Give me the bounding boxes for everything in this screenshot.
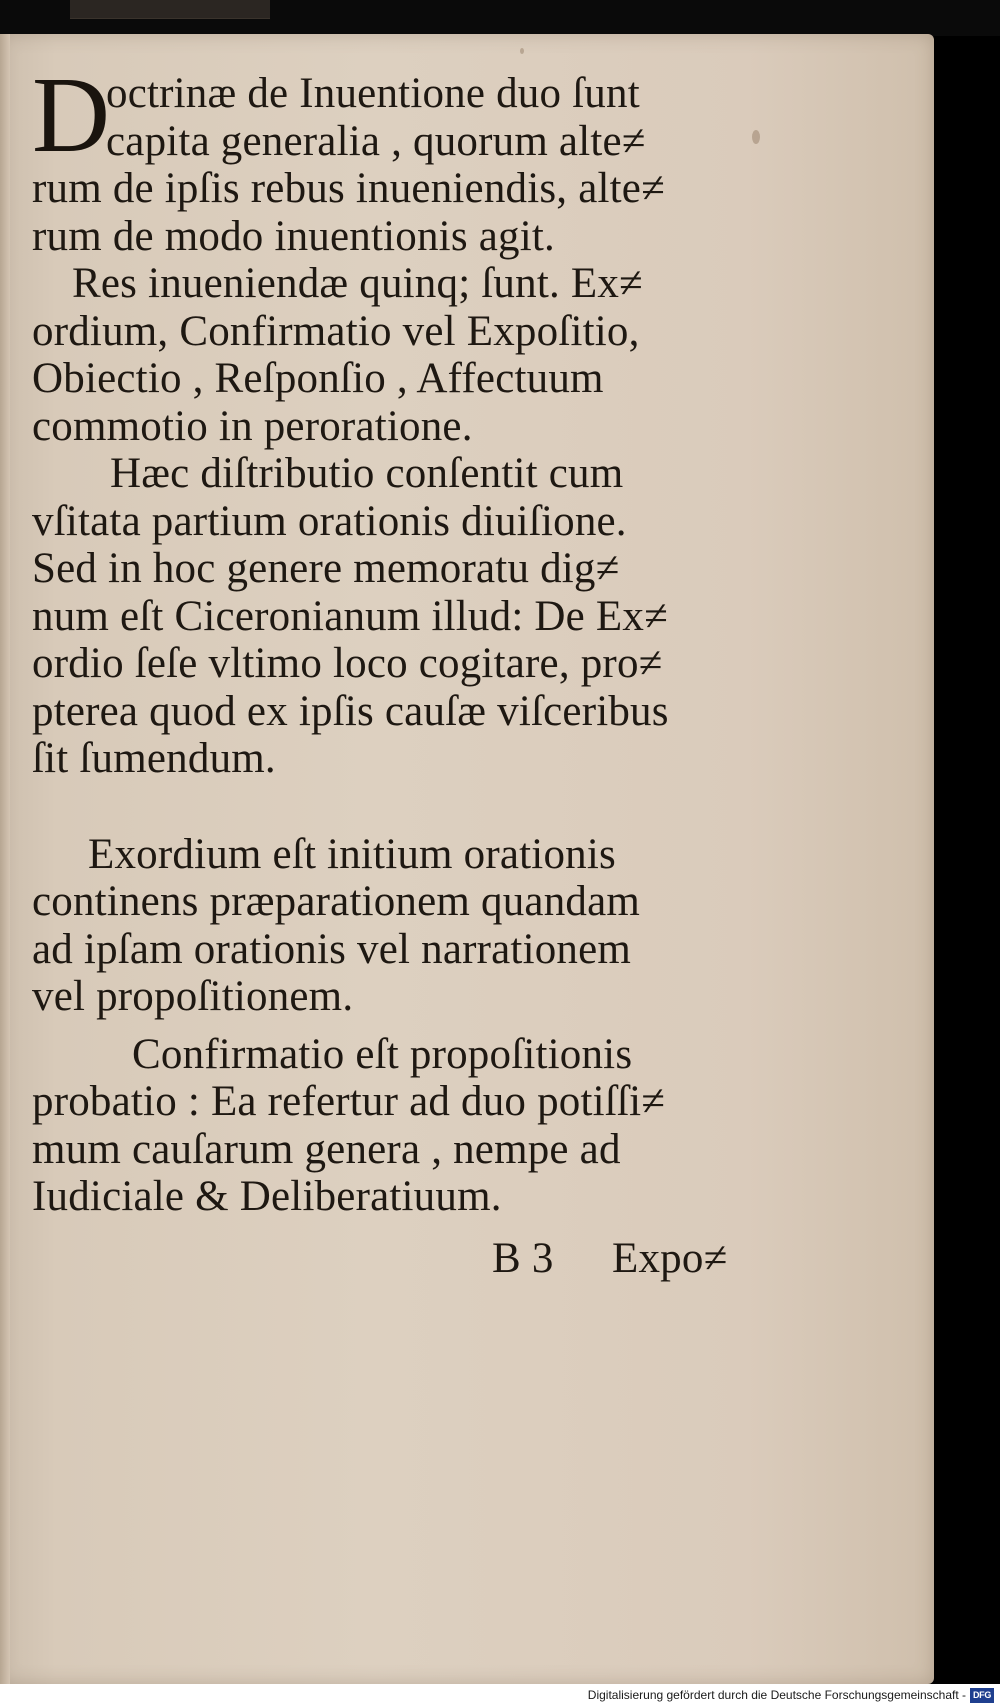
paragraph-3 <box>32 450 722 783</box>
text-line: vel propoſitionem. <box>32 973 354 1020</box>
text-line: pterea quod ex ipſis cauſæ viſceribus <box>32 687 669 735</box>
text-line: rum de modo inuentionis agit. <box>32 212 555 260</box>
top-page-fragment <box>70 0 270 19</box>
text-line: Iudiciale & Deliberatiuum. <box>32 1173 502 1220</box>
catchword: Expo≠ <box>612 1234 728 1282</box>
signature-mark: B 3 <box>492 1234 554 1282</box>
text-line: continens præparationem quandam <box>32 878 641 925</box>
text-line: Confirmatio eſt propoſitionis <box>132 1030 633 1078</box>
text-line: probatio : Ea refertur ad duo potiſſi≠ <box>32 1078 666 1125</box>
text-line: ad ipſam orationis vel narrationem <box>32 925 632 973</box>
text-line: commotio in peroratione. <box>32 402 473 450</box>
text-line: rum de ipſis rebus inueniendis, alte≠ <box>32 165 665 212</box>
paper-stain <box>520 48 524 54</box>
text-line: ordium, Confirmatio vel Expoſitio, <box>32 307 640 355</box>
page-gutter-edge <box>0 34 10 1684</box>
text-line: octrinæ de Inuentione duo ſunt <box>106 70 640 117</box>
text-line: capita generalia , quorum alte≠ <box>106 117 646 165</box>
paragraph-1 <box>32 56 722 260</box>
text-line: Exordium eſt initium orationis <box>88 830 616 878</box>
text-line: Obiectio , Reſponſio , Affectuum <box>32 355 604 402</box>
text-line: Sed in hoc genere memoratu dig≠ <box>32 545 620 592</box>
paper-stain <box>752 130 760 144</box>
dfg-logo[interactable]: DFG <box>970 1688 994 1703</box>
page-text <box>32 56 728 1289</box>
text-line: num eſt Ciceronianum illud: De Ex≠ <box>32 592 668 640</box>
text-line: vſitata partium orationis diuiſione. <box>32 497 627 545</box>
text-line: ſit ſumendum. <box>32 735 276 782</box>
drop-cap-letter: D <box>32 56 111 175</box>
credit-bar <box>0 1684 1000 1707</box>
drop-cap-block <box>32 56 722 175</box>
text-line: mum cauſarum genera , nempe ad <box>32 1125 621 1173</box>
text-line: Hæc diſtributio conſentit cum <box>110 450 624 497</box>
text-line: Res inueniendæ quinq; ſunt. Ex≠ <box>72 260 643 307</box>
section-spacer <box>32 783 722 831</box>
paragraph-4 <box>32 831 722 1021</box>
paragraph-2 <box>32 260 722 450</box>
credit-text: Digitalisierung gefördert durch die Deutsche Forschungsgemeinschaft - <box>587 1688 966 1702</box>
book-page <box>0 34 934 1684</box>
page-foot-line <box>32 1229 728 1289</box>
text-line: ordio ſeſe vltimo loco cogitare, pro≠ <box>32 640 663 687</box>
paragraph-5 <box>32 1031 722 1221</box>
